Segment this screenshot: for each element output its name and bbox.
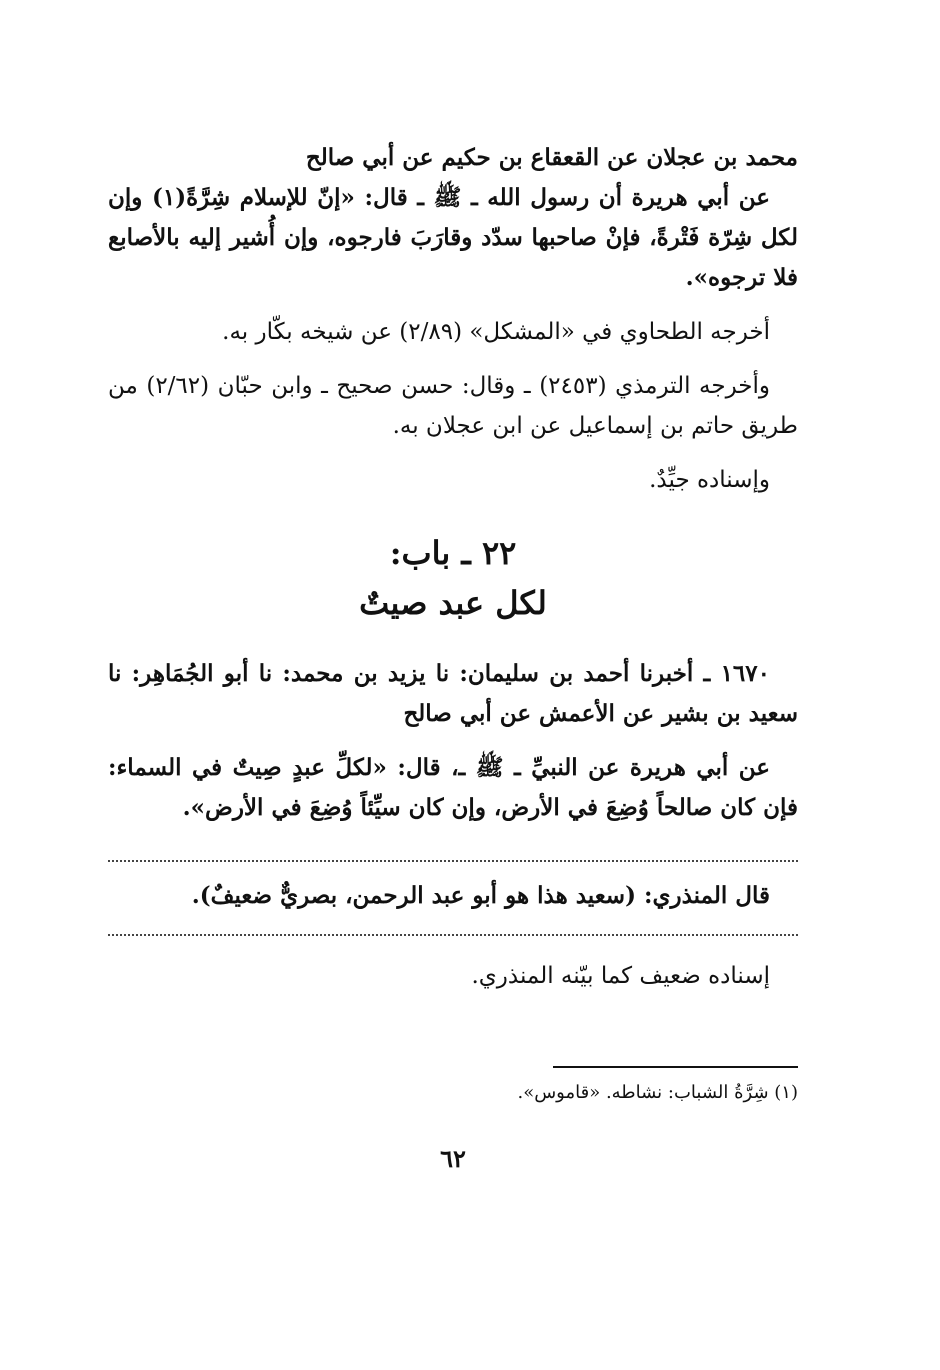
quote-section [108, 860, 798, 936]
mundhiri-quote: قال المنذري: (سعيد هذا هو أبو عبد الرحمن، بصريٌّ ضعيفٌ). [191, 882, 770, 909]
hadith-text: عن أبي هريرة أن رسول الله ـ ﷺ ـ قال: «إنّ للإسلام شِرَّةً(١) وإن لكل شِرّة فَتْرةً، فإنْ صاحبها سدّد وقارَبَ فارجوه، وإن أُشير إليه بالأصابع فلا ترجوه». [108, 184, 798, 291]
hadith-text: عن أبي هريرة عن النبيِّ ـ ﷺ ـ، قال: «لكلِّ عبدٍ صِيتٌ في السماء: فإن كان صالحاً وُضِعَ في الأرض، وإن كان سيِّئاً وُضِعَ في الأرض». [108, 754, 798, 821]
document-page [108, 120, 798, 1340]
footnote: (١) شِرَّةُ الشباب: نشاطه. «قاموس». [517, 1082, 798, 1103]
hadith-isnad: ١٦٧٠ ـ أخبرنا أحمد بن سليمان: نا يزيد بن محمد: نا أبو الجُمَاهِر: نا سعيد بن بشير عن الأعمش عن أبي صالح [108, 660, 798, 727]
dotted-divider [108, 934, 798, 936]
footnote-divider [553, 1066, 798, 1068]
page-number: ٦٢ [440, 1144, 466, 1173]
grading-line: إسناده ضعيف كما بيّنه المنذري. [471, 963, 770, 989]
chapter-title: لكل عبد صيتٌ [359, 584, 547, 622]
takhrij-paragraph: أخرجه الطحاوي في «المشكل» (٢/٨٩) عن شيخه بكّار به. [222, 319, 770, 345]
isnad-line: محمد بن عجلان عن القعقاع بن حكيم عن أبي صالح [305, 144, 798, 171]
takhrij-paragraph: وأخرجه الترمذي (٢٤٥٣) ـ وقال: حسن صحيح ـ وابن حبّان (٢/٦٢) من طريق حاتم بن إسماعيل عن ابن عجلان به. [108, 373, 798, 439]
chapter-number: ٢٢ ـ باب: [389, 534, 517, 572]
grading-line: وإسناده جيِّدٌ. [649, 467, 770, 493]
chapter-heading [108, 528, 798, 628]
